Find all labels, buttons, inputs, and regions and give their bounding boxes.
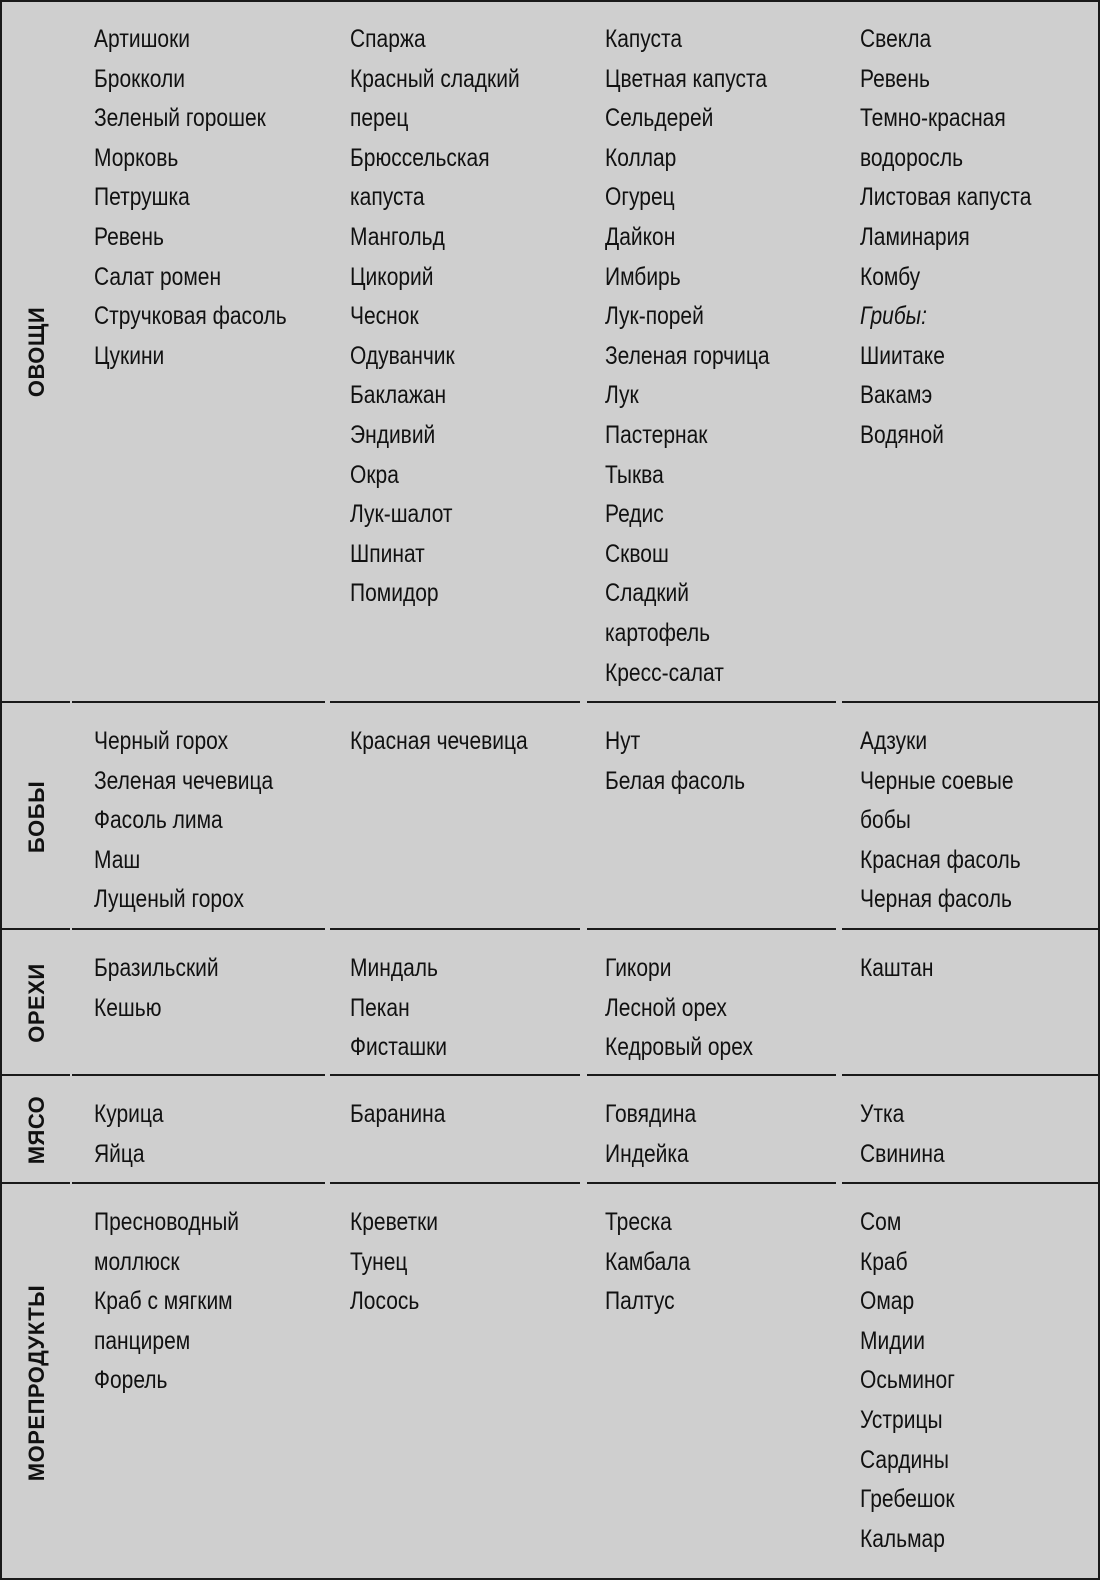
food-item: Дайкон [605, 222, 676, 251]
food-item: Тыква [605, 460, 664, 489]
category-label-cell [2, 1185, 72, 1580]
section-divider [330, 701, 580, 703]
food-item: бобы [860, 806, 911, 835]
section-divider-left [2, 1182, 70, 1184]
section-divider [72, 1182, 325, 1184]
food-item: Камбала [605, 1247, 691, 1276]
food-item: Говядина [605, 1100, 697, 1128]
food-item: Чеснок [350, 302, 419, 331]
food-item: Зеленая горчица [605, 341, 770, 370]
food-item: Спаржа [350, 25, 426, 53]
section-divider [72, 701, 325, 703]
section-0 [2, 2, 1098, 702]
food-item: Палтус [605, 1287, 675, 1316]
food-item: Тунец [350, 1247, 408, 1276]
food-item: Морковь [94, 143, 179, 172]
food-item: Адзуки [860, 727, 928, 755]
food-item: Мангольд [350, 222, 445, 251]
section-divider [842, 928, 1098, 930]
category-label-cell [2, 1077, 72, 1183]
food-item: Цикорий [350, 262, 434, 291]
food-item: Эндивий [350, 420, 436, 449]
column-2 [350, 20, 520, 614]
section-divider-left [2, 701, 70, 703]
food-item: Коллар [605, 143, 677, 172]
column-4 [860, 1095, 945, 1174]
food-item: Ревень [94, 222, 164, 251]
food-item: Креветки [350, 1208, 439, 1236]
section-4 [2, 1185, 1098, 1580]
column-3 [605, 949, 753, 1068]
food-item: Каштан [860, 954, 934, 982]
food-item: Лук-порей [605, 302, 704, 331]
section-divider [842, 1182, 1098, 1184]
food-item: Бразильский [94, 954, 219, 982]
food-item: Сквош [605, 539, 669, 568]
food-item: Свекла [860, 25, 932, 53]
food-item: Черные соевые [860, 766, 1014, 795]
food-item: Пресноводный [94, 1208, 240, 1236]
food-item: Темно-красная [860, 104, 1006, 133]
column-2 [350, 1095, 445, 1135]
food-item: Стручковая фасоль [94, 302, 287, 331]
section-divider [587, 701, 836, 703]
food-item: Лесной орех [605, 993, 727, 1022]
food-item: Баклажан [350, 381, 447, 410]
food-item: Шиитаке [860, 341, 945, 370]
food-item: Устрицы [860, 1405, 943, 1434]
food-item: Фасоль лима [94, 806, 223, 835]
food-item: Артишоки [94, 25, 191, 53]
food-item: Лущеный горох [94, 885, 245, 914]
food-item: капуста [350, 183, 425, 212]
column-2 [350, 1203, 438, 1322]
food-item: Окра [350, 460, 399, 489]
food-item: Комбу [860, 262, 921, 291]
category-label-cell [2, 931, 72, 1075]
food-item: Имбирь [605, 262, 681, 291]
category-label: ОРЕХИ [24, 963, 49, 1043]
column-1 [94, 949, 219, 1028]
food-item: Мидии [860, 1326, 925, 1355]
section-divider [330, 1182, 580, 1184]
section-divider [842, 1074, 1098, 1076]
section-divider-left [2, 928, 70, 930]
food-item: Индейка [605, 1139, 689, 1168]
food-item: Сельдерей [605, 104, 714, 133]
section-divider [72, 1074, 325, 1076]
food-item: Лосось [350, 1287, 420, 1316]
food-item: Красная чечевица [350, 727, 528, 755]
food-item: Белая фасоль [605, 766, 746, 795]
column-2 [350, 949, 447, 1068]
food-item: Пекан [350, 993, 410, 1022]
category-label: ОВОЩИ [24, 306, 49, 398]
food-item: Черная фасоль [860, 885, 1012, 914]
food-item: Пастернак [605, 420, 708, 449]
food-item: Миндаль [350, 954, 438, 982]
section-divider-left [2, 1074, 70, 1076]
food-item: Треска [605, 1208, 672, 1236]
food-item: Зеленый горошек [94, 104, 266, 133]
food-item: Вакамэ [860, 381, 933, 410]
food-item: перец [350, 104, 409, 133]
food-item: Листовая капуста [860, 183, 1032, 212]
food-item: Баранина [350, 1100, 446, 1128]
food-item: Гребешок [860, 1485, 955, 1514]
food-item: Красная фасоль [860, 845, 1021, 874]
food-item: Цветная капуста [605, 64, 768, 93]
section-divider [587, 928, 836, 930]
column-4 [860, 722, 1021, 920]
food-item: Черный горох [94, 727, 229, 755]
section-divider [72, 928, 325, 930]
section-divider [587, 1074, 836, 1076]
food-item: Нут [605, 727, 641, 755]
food-item: Курица [94, 1100, 164, 1128]
food-item: Шпинат [350, 539, 425, 568]
food-item: Салат ромен [94, 262, 222, 291]
food-item: Капуста [605, 25, 683, 53]
column-1 [94, 1095, 164, 1174]
column-4 [860, 1203, 955, 1559]
food-item: моллюск [94, 1247, 180, 1276]
column-1 [94, 1203, 239, 1401]
food-item: Цукини [94, 341, 165, 370]
column-1 [94, 20, 287, 376]
food-item: Краб [860, 1247, 908, 1276]
food-item: Кедровый орех [605, 1033, 753, 1062]
food-item: Форель [94, 1366, 168, 1395]
food-item: Фисташки [350, 1033, 448, 1062]
food-item: Ревень [860, 64, 930, 93]
column-3 [605, 1203, 690, 1322]
food-item: Гикори [605, 954, 672, 982]
section-2 [2, 931, 1098, 1075]
food-item: Одуванчик [350, 341, 455, 370]
food-item: Брюссельская [350, 143, 490, 172]
food-item: Сладкий [605, 579, 689, 608]
food-item: Кальмар [860, 1524, 945, 1553]
column-3 [605, 20, 770, 693]
food-item: Красный сладкий [350, 64, 520, 93]
category-label: МЯСО [24, 1095, 49, 1165]
food-item: водоросль [860, 143, 964, 172]
food-item: Брокколи [94, 64, 185, 93]
food-item: Грибы: [860, 302, 927, 331]
column-1 [94, 722, 273, 920]
food-item: Ламинария [860, 222, 970, 251]
category-label-cell [2, 704, 72, 929]
section-divider [330, 928, 580, 930]
food-item: Редис [605, 500, 664, 529]
section-3 [2, 1077, 1098, 1183]
food-item: картофель [605, 618, 711, 647]
column-2 [350, 722, 528, 762]
section-1 [2, 704, 1098, 929]
column-4 [860, 20, 1031, 456]
food-item: Сом [860, 1208, 902, 1236]
food-item: Маш [94, 845, 141, 874]
food-item: панцирем [94, 1326, 191, 1355]
column-4 [860, 949, 933, 989]
category-label: МОРЕПРОДУКТЫ [24, 1284, 49, 1481]
section-divider [842, 701, 1098, 703]
food-item: Зеленая чечевица [94, 766, 274, 795]
food-item: Сардины [860, 1445, 949, 1474]
food-item: Огурец [605, 183, 675, 212]
column-3 [605, 722, 745, 801]
food-item: Свинина [860, 1139, 945, 1168]
food-item: Осьминог [860, 1366, 955, 1395]
food-item: Кешью [94, 993, 162, 1022]
food-item: Лук-шалот [350, 500, 453, 529]
food-item: Кресс-салат [605, 658, 724, 687]
food-item: Омар [860, 1287, 915, 1316]
food-item: Помидор [350, 579, 439, 608]
food-item: Утка [860, 1100, 905, 1128]
food-item: Водяной [860, 420, 944, 449]
section-divider [330, 1074, 580, 1076]
food-item: Петрушка [94, 183, 190, 212]
food-item: Лук [605, 381, 639, 410]
category-label-cell [2, 2, 72, 702]
food-item: Краб с мягким [94, 1287, 233, 1316]
category-label: БОБЫ [24, 780, 49, 853]
column-3 [605, 1095, 696, 1174]
food-item: Яйца [94, 1139, 145, 1168]
section-divider [587, 1182, 836, 1184]
